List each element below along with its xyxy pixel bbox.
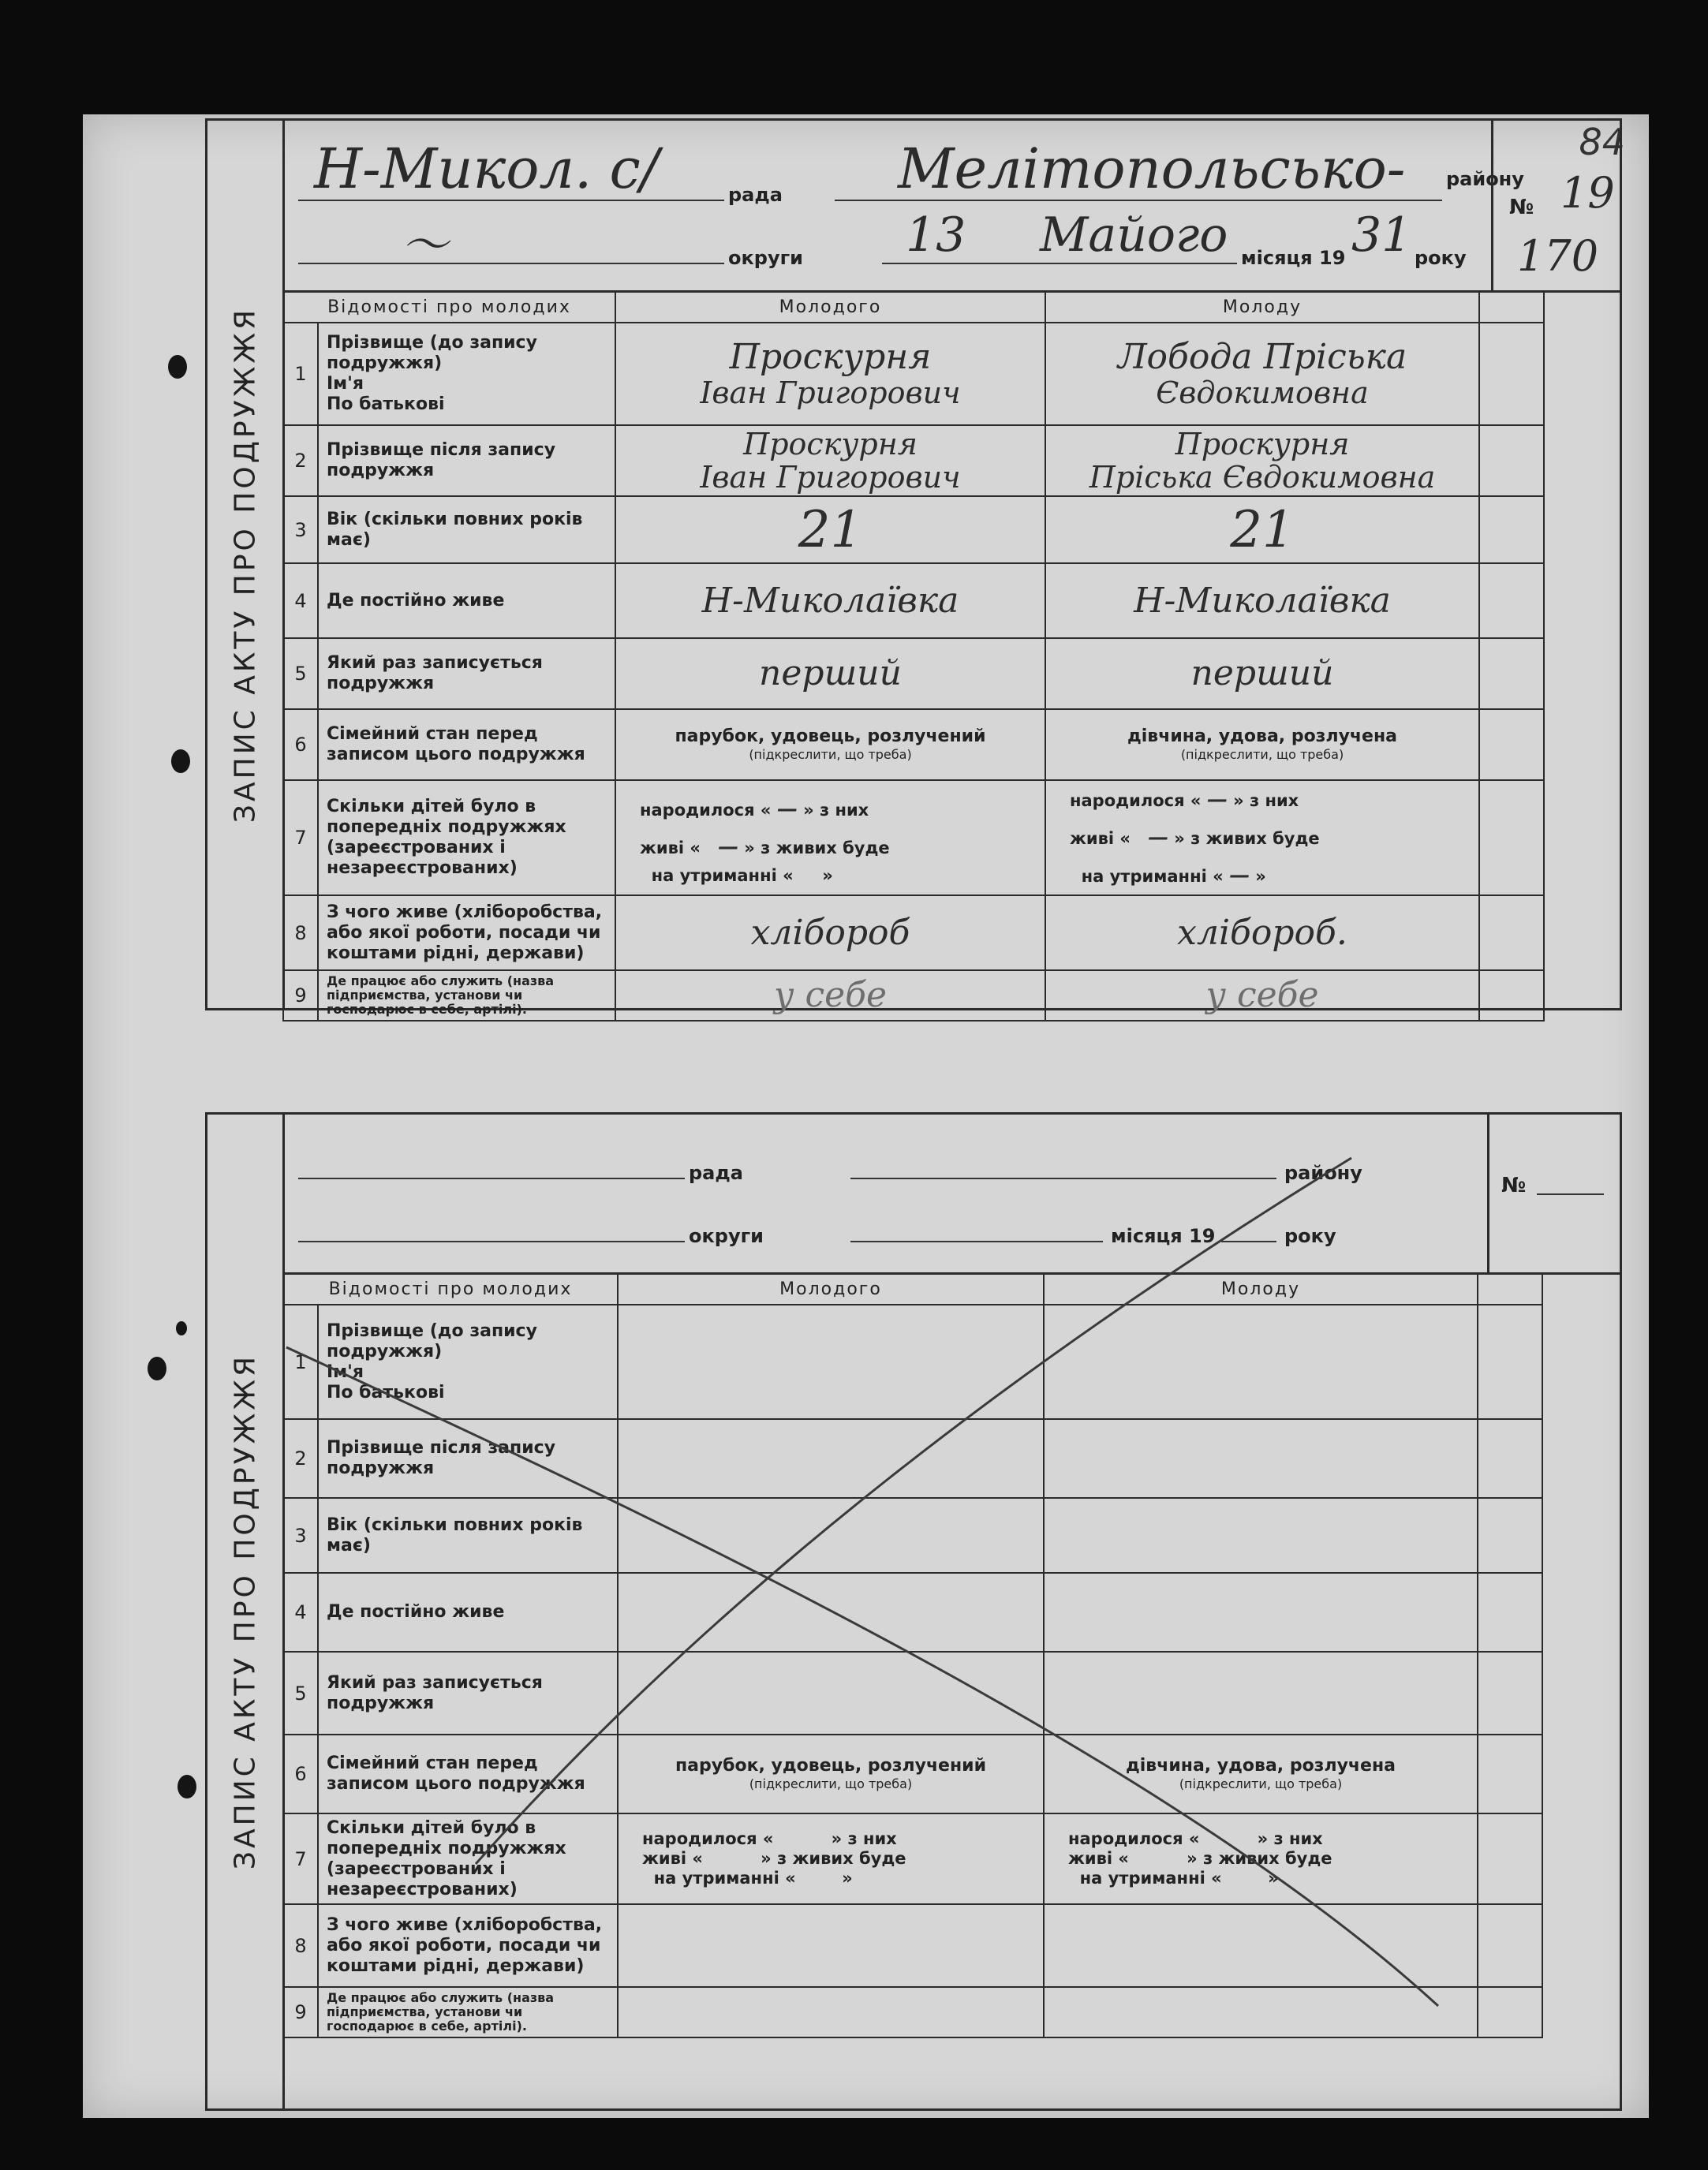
row-number: 7 xyxy=(283,1813,318,1904)
bride-residence: Н-Миколаївка xyxy=(1134,580,1391,621)
row-number: 4 xyxy=(283,1573,318,1652)
groom-times-cell xyxy=(615,638,1045,709)
bride-occupation: хлібороб. xyxy=(1177,912,1347,953)
row-label: Де працює або служить (назва підприємства, установи чи господарює в себе, артілі). xyxy=(318,970,615,1021)
underline-note: (підкреслити, що треба) xyxy=(1180,747,1344,762)
groom-residence-cell xyxy=(615,563,1045,638)
raion-line xyxy=(835,200,1442,201)
underline-note: (підкреслити, що треба) xyxy=(749,747,912,762)
underline-note: (підкреслити, що треба) xyxy=(1179,1776,1343,1791)
number-value: 19 xyxy=(1560,168,1615,218)
month-label: місяця 19 xyxy=(1111,1225,1216,1247)
marriage-record-2 xyxy=(205,1112,1622,2111)
groom-status-cell xyxy=(618,1735,1044,1813)
date-line xyxy=(882,263,1237,264)
row-label: Сімейний стан перед записом цього подружжя xyxy=(318,1735,618,1813)
marriage-record-1 xyxy=(205,118,1622,1017)
row-label: Де постійно живе xyxy=(318,1573,618,1652)
row-number: 2 xyxy=(283,425,318,496)
bride-times-cell xyxy=(1045,638,1479,709)
row-number: 4 xyxy=(283,563,318,638)
row-number: 7 xyxy=(283,780,318,895)
number-label: № xyxy=(1509,196,1534,219)
day-value: 13 xyxy=(906,207,966,263)
groom-surname-after-cell xyxy=(615,425,1045,496)
groom-kids-cell: народилося « » з них живі « » з живих буде на утриманні « » xyxy=(618,1813,1044,1904)
okrug-label: округи xyxy=(689,1225,764,1247)
okrug-value: 〜 xyxy=(401,218,448,273)
row-label: З чого живе (хліборобства, або якої роботи, посади чи коштами рідні, держави) xyxy=(318,895,615,970)
row-number: 8 xyxy=(283,895,318,970)
groom-workplace-cell xyxy=(615,970,1045,1021)
rada-value: Н-Микол. с/ xyxy=(314,136,660,201)
row-label: Де постійно живе xyxy=(318,563,615,638)
row-number: 1 xyxy=(283,1305,318,1419)
bride-kids-dash: — xyxy=(1206,788,1228,812)
bride-age: 21 xyxy=(1230,500,1295,559)
month-label: місяця 19 xyxy=(1241,247,1346,269)
groom-name-patronymic: Іван Григорович xyxy=(700,375,961,410)
row-label: Який раз записується подружжя xyxy=(318,638,615,709)
punch-hole xyxy=(168,355,187,379)
row-label: З чого живе (хліборобства, або якої роботи, посади чи коштами рідні, держави) xyxy=(318,1904,618,1987)
bride-times: перший xyxy=(1190,653,1334,693)
bride-surname-after-cell xyxy=(1045,425,1479,496)
year-line xyxy=(1221,1241,1276,1242)
record-header xyxy=(282,121,1620,293)
row-number: 6 xyxy=(283,709,318,780)
raion-label: району xyxy=(1284,1162,1362,1184)
side-title: ЗАПИС АКТУ ПРО ПОДРУЖЖЯ xyxy=(207,1115,285,2108)
page-number: 84 xyxy=(1579,121,1625,163)
groom-status-options: парубок, удовець, розлучений xyxy=(675,726,986,746)
row-label: Прізвище після запису подружжя xyxy=(318,425,615,496)
row-label: Вік (скільки повних років має) xyxy=(318,1498,618,1573)
number-line xyxy=(1537,1193,1604,1195)
header-groom: Молодого xyxy=(615,291,1045,323)
year-value: 31 xyxy=(1351,207,1412,263)
rada-label: рада xyxy=(689,1162,743,1184)
row-number: 6 xyxy=(283,1735,318,1813)
bride-surname: Лобода Пріська xyxy=(1117,337,1407,377)
bride-workplace: у себе xyxy=(1205,975,1319,1015)
bride-status-cell xyxy=(1045,709,1479,780)
bride-age-cell xyxy=(1045,496,1479,563)
header-info: Відомості про молодих xyxy=(283,1273,618,1305)
groom-name-cell xyxy=(615,323,1045,425)
row-number: 3 xyxy=(283,1498,318,1573)
okrug-line xyxy=(298,1241,685,1242)
record-number-box xyxy=(1487,1115,1620,1272)
row-number: 5 xyxy=(283,638,318,709)
header-bride: Молоду xyxy=(1045,291,1479,323)
bride-name-patronymic: Євдокимовна xyxy=(1156,375,1369,410)
bride-surname-after: Проскурня xyxy=(1175,427,1350,461)
underline-note: (підкреслити, що треба) xyxy=(749,1776,913,1791)
bride-kids-cell: народилося « — » з них живі « — » з живих буде на утриманні « — » xyxy=(1045,780,1479,895)
bride-residence-cell xyxy=(1045,563,1479,638)
raion-line xyxy=(850,1178,1276,1179)
year-label: року xyxy=(1284,1225,1336,1247)
punch-hole xyxy=(148,1357,166,1380)
okrug-line xyxy=(298,263,724,264)
groom-residence: Н-Миколаївка xyxy=(701,580,959,621)
raion-value: Мелітопольсько- xyxy=(898,136,1406,201)
row-number: 3 xyxy=(283,496,318,563)
groom-status-options: парубок, удовець, розлучений xyxy=(675,1756,986,1776)
row-number: 9 xyxy=(283,970,318,1021)
groom-kids-cell: народилося « — » з них живі « — » з живих буде на утриманні « » xyxy=(615,780,1045,895)
bride-name-cell xyxy=(1045,323,1479,425)
groom-age: 21 xyxy=(798,500,863,559)
date-line xyxy=(850,1241,1103,1242)
bride-name-after: Пріська Євдокимовна xyxy=(1089,460,1436,495)
row-label: Скільки дітей було в попередніх подружжях (зареєстрованих і незареєстрованих) xyxy=(318,1813,618,1904)
bride-status-cell xyxy=(1044,1735,1478,1813)
header-bride: Молоду xyxy=(1044,1273,1478,1305)
groom-occupation: хлібороб xyxy=(750,912,910,953)
side-title: ЗАПИС АКТУ ПРО ПОДРУЖЖЯ xyxy=(207,121,285,1008)
rada-line xyxy=(298,200,724,201)
groom-age-cell xyxy=(615,496,1045,563)
row-number: 5 xyxy=(283,1652,318,1735)
record-table xyxy=(282,1272,1543,2038)
row-number: 1 xyxy=(283,323,318,425)
year-label: року xyxy=(1415,247,1467,269)
record-table xyxy=(282,290,1545,1022)
groom-workplace: у себе xyxy=(773,975,888,1015)
groom-name-after: Іван Григорович xyxy=(700,460,961,495)
groom-kids-dash: — xyxy=(776,797,798,821)
row-label: Прізвище після запису подружжя xyxy=(318,1419,618,1498)
number-extra-value: 170 xyxy=(1517,231,1599,281)
bride-workplace-cell xyxy=(1045,970,1479,1021)
groom-surname: Проскурня xyxy=(729,337,932,377)
bride-occupation-cell xyxy=(1045,895,1479,970)
row-label: Де працює або служить (назва підприємства, установи чи господарює в себе, артілі). xyxy=(318,1987,618,2037)
groom-status-cell xyxy=(615,709,1045,780)
row-number: 8 xyxy=(283,1904,318,1987)
punch-hole xyxy=(178,1775,196,1798)
header-info: Відомості про молодих xyxy=(283,291,615,323)
rada-line xyxy=(298,1178,685,1179)
row-label: Сімейний стан перед записом цього подружжя xyxy=(318,709,615,780)
row-label: Який раз записується подружжя xyxy=(318,1652,618,1735)
month-value: Майого xyxy=(1040,207,1228,263)
bride-status-options: дівчина, удова, розлучена xyxy=(1127,726,1397,746)
row-label: Вік (скільки повних років має) xyxy=(318,496,615,563)
raion-label: району xyxy=(1446,168,1524,190)
number-label: № xyxy=(1501,1174,1527,1197)
okrug-label: округи xyxy=(728,247,803,269)
row-number: 9 xyxy=(283,1987,318,2037)
groom-times: перший xyxy=(759,653,902,693)
row-label: Прізвище (до запису подружжя) Ім'я По батькові xyxy=(318,323,615,425)
punch-hole xyxy=(176,1321,187,1335)
row-number: 2 xyxy=(283,1419,318,1498)
bride-status-options: дівчина, удова, розлучена xyxy=(1126,1756,1396,1776)
groom-surname-after: Проскурня xyxy=(743,427,918,461)
row-label: Скільки дітей було в попередніх подружжях (зареєстрованих і незареєстрованих) xyxy=(318,780,615,895)
rada-label: рада xyxy=(728,184,783,206)
groom-occupation-cell xyxy=(615,895,1045,970)
header-groom: Молодого xyxy=(618,1273,1044,1305)
record-number-box xyxy=(1491,121,1620,290)
punch-hole xyxy=(171,749,190,773)
row-label: Прізвище (до запису подружжя) Ім'я По батькові xyxy=(318,1305,618,1419)
register-page xyxy=(83,114,1649,2118)
record-header xyxy=(282,1115,1620,1275)
bride-kids-cell: народилося « » з них живі « » з живих буде на утриманні « » xyxy=(1044,1813,1478,1904)
